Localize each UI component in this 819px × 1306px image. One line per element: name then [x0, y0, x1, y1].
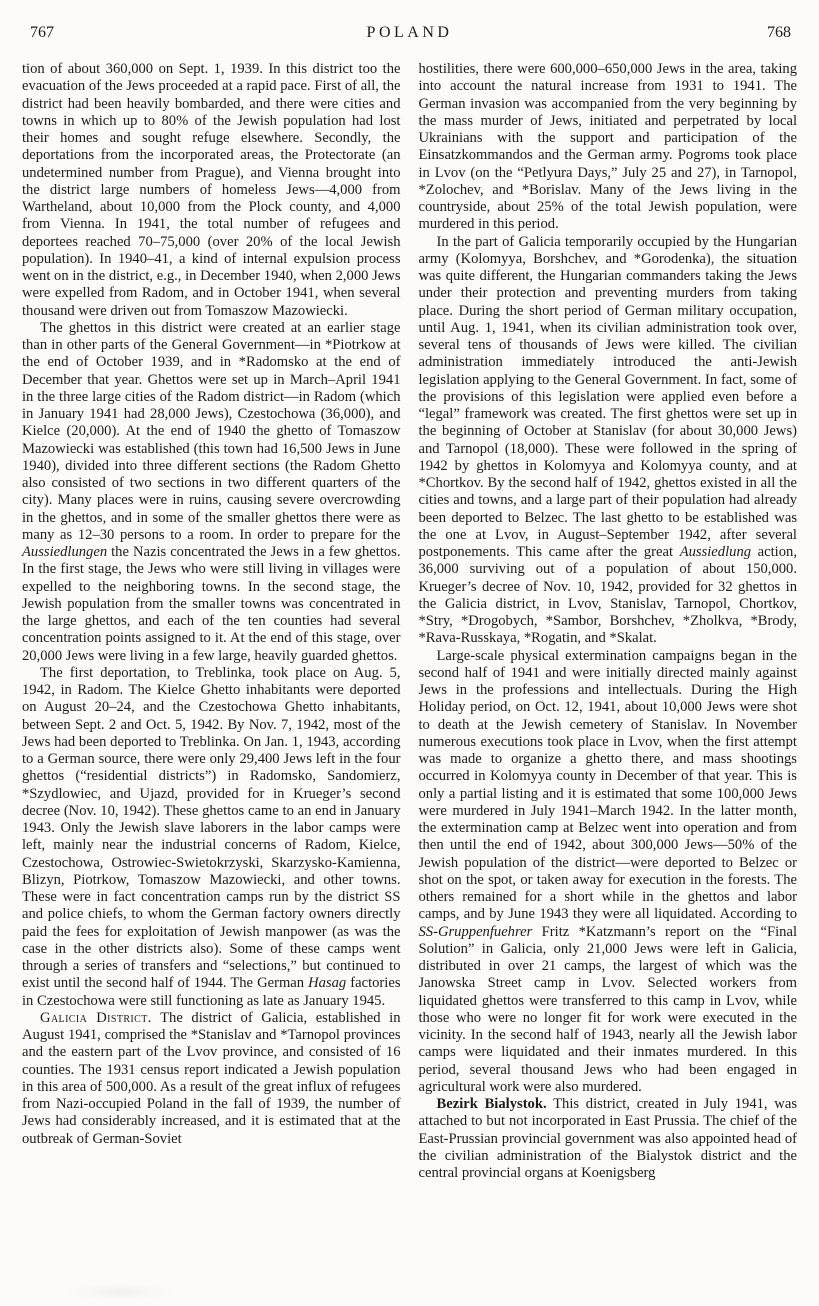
left-column	[22, 61, 401, 1182]
paragraph	[419, 1096, 798, 1182]
text-segment: The first deportation, to Treblinka, took place on Aug. 5, 1942, in Radom. The Kielce Ghetto inhabitants were deported on August 20–24, and the Czestochowa Ghetto inhabitants, between Sept. 2 and Oct. 5, 1942. By Nov. 7, 1942, most of the Jews had been deported to Treblinka. On Jan. 1, 1943, according to a German source, there were only 29,400 Jews left in the four ghettos (“residential districts”) in Radomsko, Sandomierz, *Szydlowiec, and Ujazd, provided for in Krueger’s second decree (Nov. 10, 1942). These ghettos came to an end in January 1943. Only the Jewish slave laborers in the labor camps were left, mainly near the industrial concerns of Radom, Kielce, Czestochowa, Ostrowiec-Swietokrzyski, Skarzysko-Kamienna, Blizyn, Piotrkow, Tomaszow Mazowiecki, and other towns. These were in fact concentration camps run by the district SS and police chiefs, to whom the German factory owners directly paid the fees for exploitation of Jewish manpower (as was the case in the other districts also). Some of these camps went through a series of transfers and “selections,” but continued to exist until the second half of 1944. The German	[22, 664, 401, 992]
paragraph	[419, 61, 798, 234]
running-title: POLAND	[366, 24, 453, 41]
paragraph	[22, 61, 401, 320]
page-header	[0, 0, 819, 46]
text-columns	[0, 46, 819, 1182]
paragraph	[419, 648, 798, 1097]
text-segment: hostilities, there were 600,000–650,000 Jews in the area, taking into account the natural increase from 1931 to 1941. The German invasion was accompanied from the very beginning by the mass murder of Jews, initiated and perpetrated by local Ukrainians with the support and participation of the Einsatzkommandos and the German army. Pogroms took place in Lvov (on the “Petlyura Days,” July 25 and 27), in Tarnopol, *Zolochev, and *Borislav. Many of the Jews living in the countryside, about 25% of the total Jewish population, were murdered in this period.	[418, 61, 797, 233]
text-segment: Galicia District.	[40, 1009, 152, 1026]
paragraph	[419, 234, 798, 648]
text-segment: The ghettos in this district were created at an earlier stage than in other parts of the General Government—in *Piotrkow at the end of October 1939, and in *Radomsko at the end of December that year. Ghettos were set up in March–April 1941 in the three large cities of the Radom district—in Radom (which in January 1941 had 28,000 Jews), Czestochowa (36,000), and Kielce (20,000). At the end of 1940 the ghetto of Tomaszow Mazowiecki was established (this town had 16,500 Jews in June 1940), divided into three different sections (the Radom Ghetto also consisted of two sections in two different quarters of the city). Many places were in ruins, causing severe overcrowding in the ghettos, and in some of the smaller ghettos there were as many as 12–30 persons to a room. In order to prepare for the	[22, 319, 401, 543]
page-number-right: 768	[767, 24, 791, 41]
text-segment: the Nazis concentrated the Jews in a few ghettos. In the first stage, the Jews who were still living in villages were expelled to the neighboring towns. In the second stage, the Jewish population from the smaller towns was concentrated in the large ghettos, and each of the ten counties had several concentration points assigned to it. At the end of this stage, over 20,000 Jews were living in a few large, heavily guarded ghettos.	[22, 544, 401, 664]
text-segment: Large-scale physical extermination campaigns began in the second half of 1941 and were initially directed mainly against Jews in the professions and intellectuals. During the High Holiday period, on Oct. 12, 1941, about 10,000 Jews were shot to death at the Jewish cemetery of Stanislav. In November numerous executions took place in Lvov, when the first attempt was made to organize a ghetto there, and mass shootings occurred in Kolomyya county in December of that year. This is only a partial listing and it is estimated that some 100,000 Jews were murdered in July 1941–March 1942. In the latter month, the extermination camp at Belzec went into operation and from then until the end of 1942, about 300,000 Jews—50% of the Jewish population of the district—were deported to Belzec or shot on the spot, or taken away for execution in the forests. The others remained for a short while in the ghettos and labor camps, and by June 1943 they were all liquidated. According to	[418, 647, 797, 923]
text-segment: In the part of Galicia temporarily occupied by the Hungarian army (Kolomyya, Borshchev, and *Gorodenka), the situation was quite different, the Hungarian commanders taking the Jews under their protection and preventing murders from taking place. During the short period of German military occupation, until Aug. 1, 1941, when its civilian administration took over, several tens of thousands of Jews were killed. The civilian administration immediately introduced the anti-Jewish legislation applying to the General Government. In fact, some of the provisions of this legislation were applied even before a “legal” framework was created. The first ghettos were set up in the beginning of October at Stanislav (for about 30,000 Jews) and Tarnopol (18,000). These were followed in the spring of 1942 by ghettos in Kolomyya and Kolomyya county, and at *Chortkov. By the second half of 1942, ghettos existed in all the cities and towns, and a large part of their population had already been deported to Belzec. The last ghetto to be established was the one at Lvov, in August–September 1942, after several postponements. This came after the great	[418, 233, 797, 560]
text-segment: Fritz *Katzmann’s report on the “Final Solution” in Galicia, only 21,000 Jews were left in Galicia, distributed in over 21 camps, the largest of which was the Janowska Street camp in Lvov. Selected workers from liquidated ghettos were transferred to this camp in Lvov, while those who were no longer fit for work were executed in the vicinity. In the second half of 1943, nearly all the Jewish labor camps were liquidated and their inmates murdered. In this period, several thousand Jews who had been engaged in agricultural work were also murdered.	[418, 923, 797, 1095]
text-segment: Aussiedlung	[679, 544, 752, 560]
text-segment: factories in Czestochowa were still functioning as late as January 1945.	[22, 975, 401, 1009]
text-segment: Hasag	[308, 975, 347, 992]
text-segment: Bezirk Bialystok.	[436, 1096, 547, 1112]
paragraph	[22, 320, 401, 665]
text-segment: SS-Gruppenfuehrer	[418, 923, 533, 940]
text-segment: The district of Galicia, established in August 1941, comprised the *Stanislav and *Tarnopol provinces and the eastern part of the Lvov province, and consisted of 16 counties. The 1931 census report indicated a Jewish population in this area of 500,000. As a result of the great influx of refugees from Nazi-occupied Poland in the fall of 1939, the number of Jews had considerably increased, and it is estimated that at the outbreak of German-Soviet	[22, 1009, 401, 1147]
text-segment: action, 36,000 surviving out of a population of about 150,000. Krueger’s decree of Nov. 10, 1942, provided for 32 ghettos in the Galicia district, in Lvov, Stanislav, Tarnopol, Chortkov, *Stry, *Drogobych, *Sambor, Borshchev, *Zholkva, *Brody, *Rava-Russkaya, *Rogatin, and *Skalat.	[418, 544, 797, 647]
right-column	[419, 61, 798, 1182]
text-segment: Aussiedlungen	[22, 544, 108, 560]
text-segment: This district, created in July 1941, was attached to but not incorporated in East Prussia. The chief of the East-Prussian provincial government was also appointed head of the civilian administration of the Bialystok district and the central provincial organs at Koenigsberg	[418, 1096, 798, 1181]
paragraph	[22, 665, 401, 1010]
paragraph	[22, 1010, 401, 1148]
page-number-left: 767	[30, 24, 54, 41]
text-segment: tion of about 360,000 on Sept. 1, 1939. In this district too the evacuation of the Jews proceeded at a rapid pace. First of all, the district had been heavily bombarded, and there were cities and towns in which up to 80% of the Jewish population had lost their homes and sought refuge elsewhere. Secondly, the deportations from the incorporated areas, the Protectorate (an undetermined number from Prague), and Vienna brought into the district large numbers of homeless Jews—4,000 from Wartheland, about 10,000 from the Plock county, and 4,000 from Vienna. In 1941, the total number of refugees and deportees reached 70–75,000 (over 20% of the local Jewish population). In 1940–41, a kind of internal expulsion process went on in the district, e.g., in December 1940, when 2,000 Jews were expelled from Radom, and in October 1941, when several thousand were driven out from Tomaszow Mazowiecki.	[22, 61, 401, 319]
